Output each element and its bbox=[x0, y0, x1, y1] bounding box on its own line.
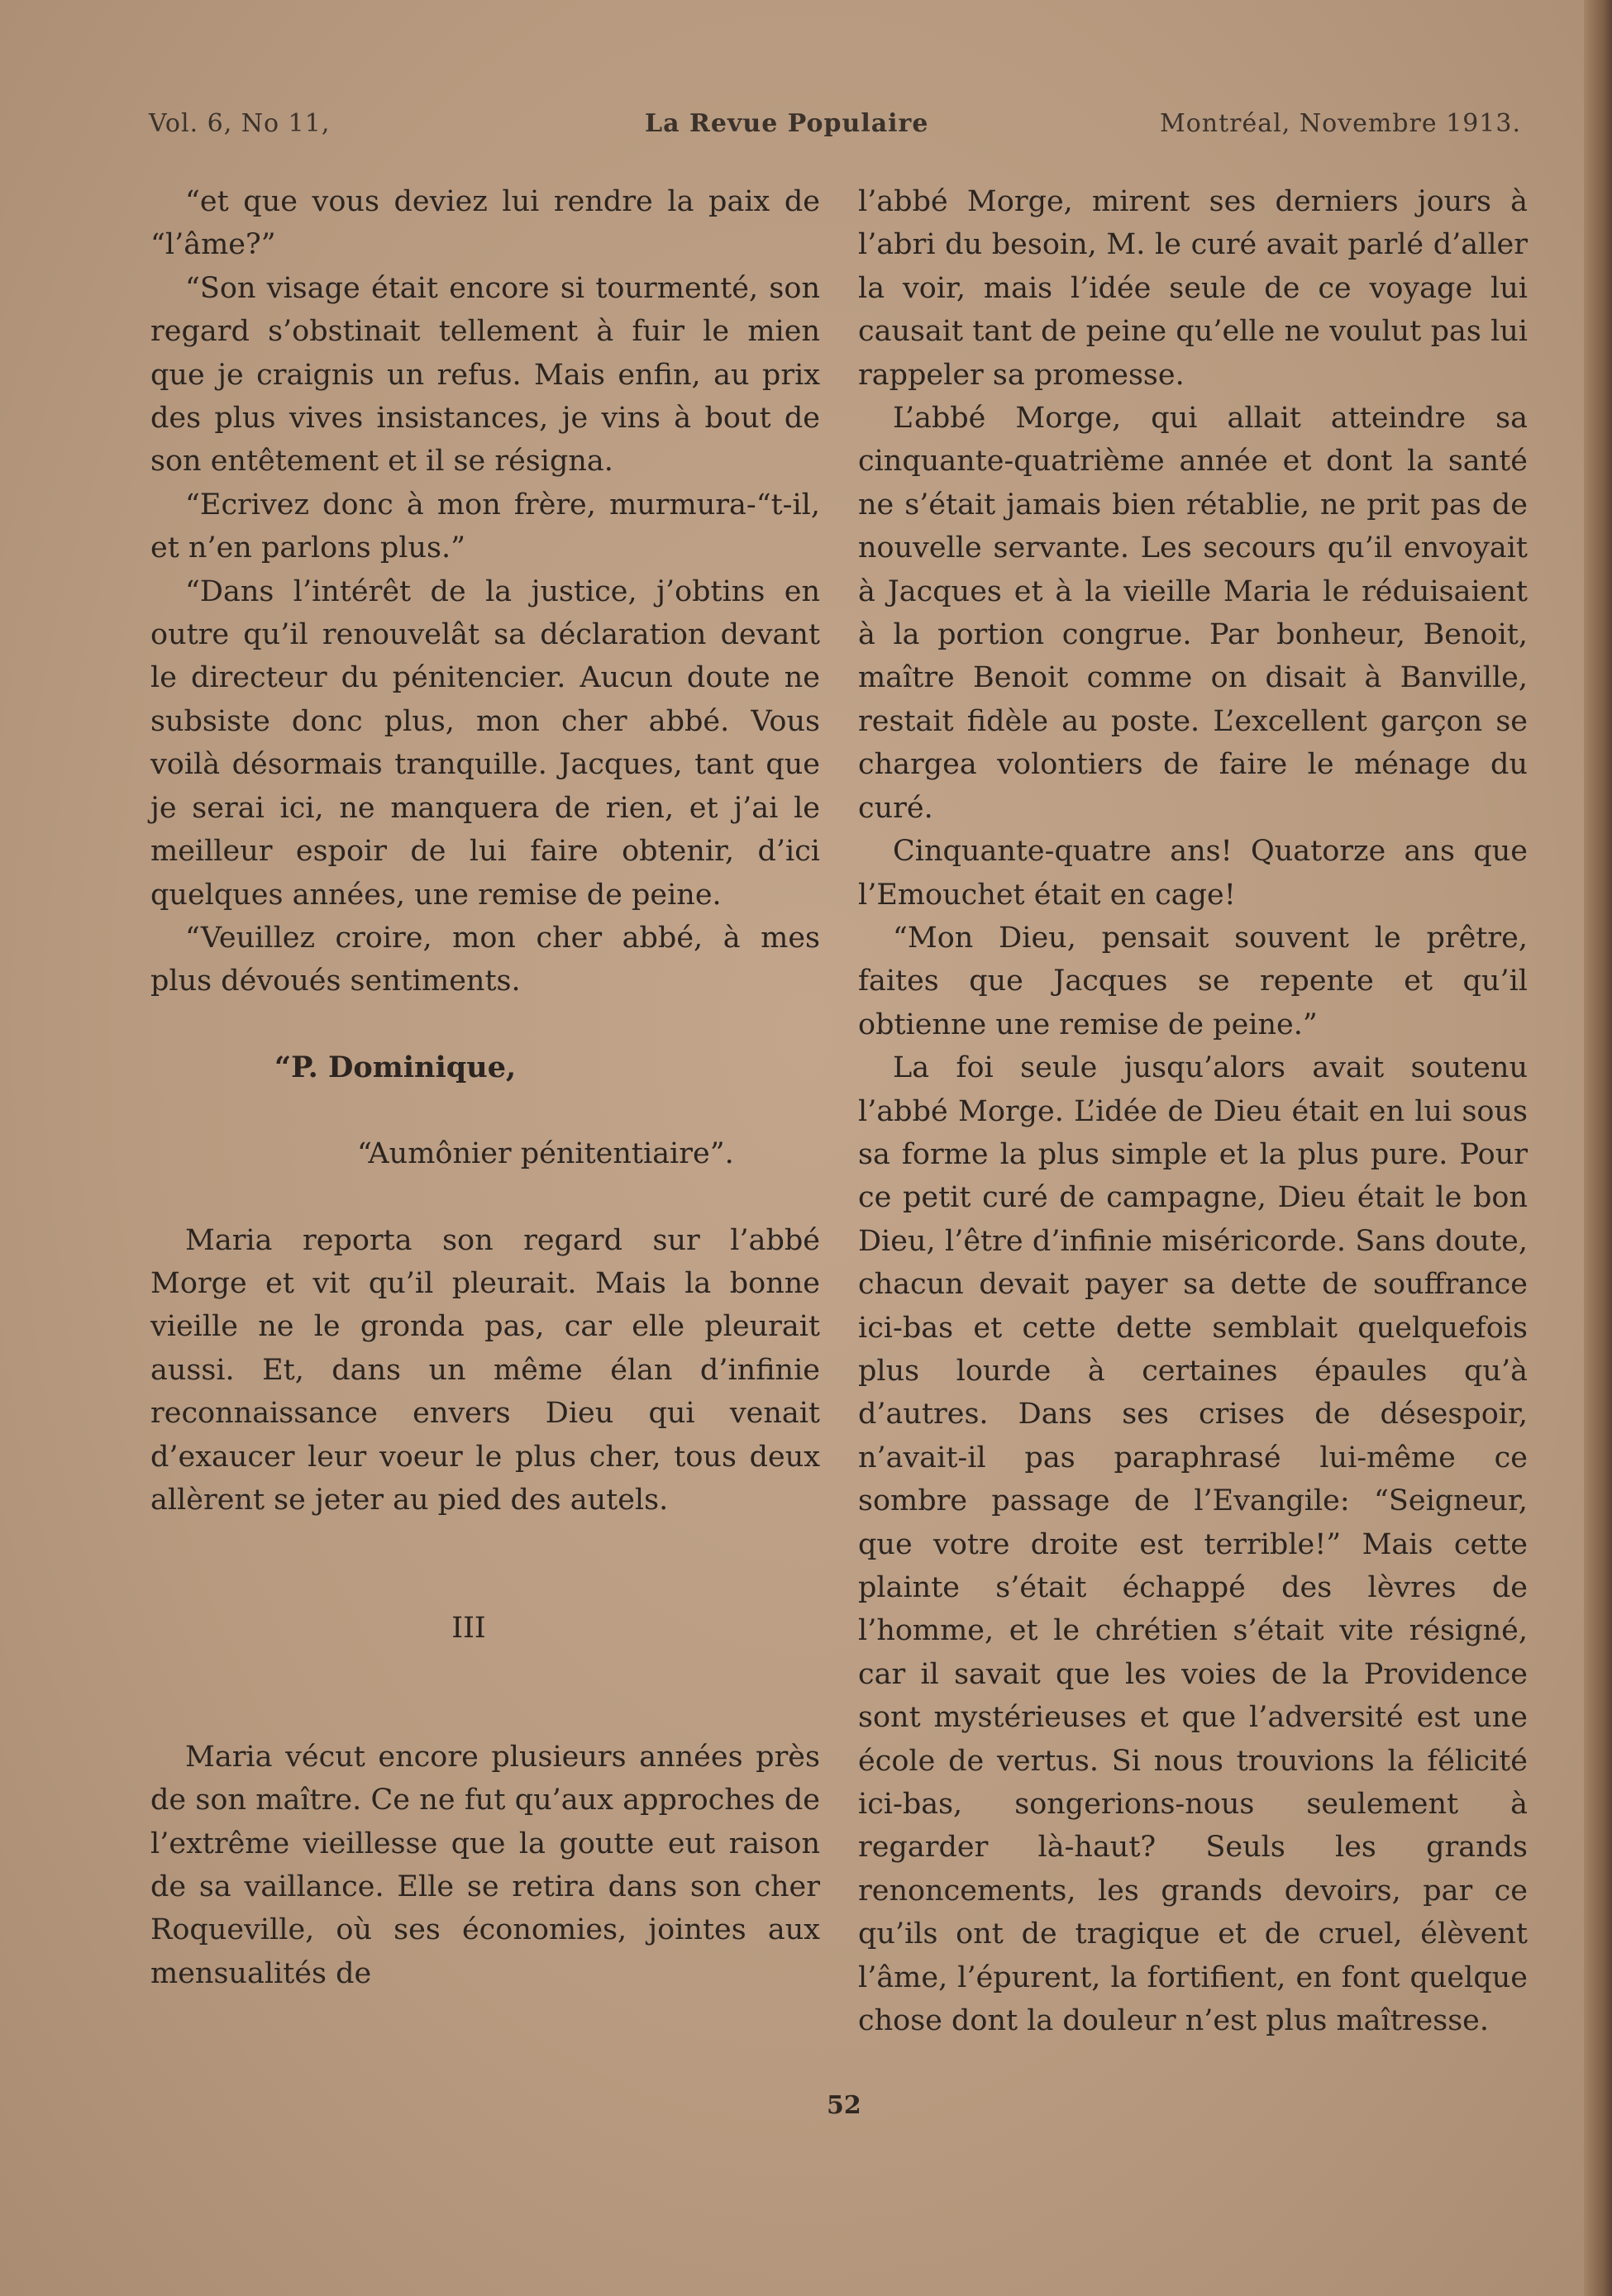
page-number: 52 bbox=[827, 2091, 861, 2120]
paragraph: L’abbé Morge, qui allait atteindre sa cinquante-quatrième année et dont la santé ne s’était jamais bien rétablie, ne prit pas de nouvelle servante. Les secours qu’il envoyait à Jacques et à la vieille Maria le réduisaient à la portion congrue. Par bonheur, Benoit, maître Benoit comme on disait à Banville, restait fidèle au poste. L’excellent garçon se chargea volontiers de faire le ménage du curé. bbox=[858, 402, 1528, 825]
right-column bbox=[858, 180, 1528, 2042]
signature-title: “Aumônier pénitentiaire”. bbox=[357, 1137, 734, 1171]
page-edge-shadow bbox=[1584, 0, 1612, 2296]
paragraph: “et que vous deviez lui rendre la paix de “l’âme?” bbox=[150, 185, 820, 262]
paragraph: Maria reporta son regard sur l’abbé Morge et vit qu’il pleurait. Mais la bonne vieille ne le gronda pas, car elle pleurait aussi. Et, dans un même élan d’infinie reconnaissance envers Dieu qui venait d’exaucer leur voeur le plus cher, tous deux allèrent se jeter au pied des autels. bbox=[150, 1223, 820, 1517]
left-column bbox=[150, 180, 820, 1995]
paragraph: “Ecrivez donc à mon frère, murmura-“t-il, et n’en parlons plus.” bbox=[150, 488, 820, 565]
paragraph: “Mon Dieu, pensait souvent le prêtre, faites que Jacques se repente et qu’il obtienne une remise de peine.” bbox=[858, 921, 1528, 1041]
paragraph: “Dans l’intérêt de la justice, j’obtins en outre qu’il renouvelât sa déclaration devant le directeur du pénitencier. Aucun doute ne subsiste donc plus, mon cher abbé. Vous voilà désormais tranquille. Jacques, tant que je serai ici, ne manquera de rien, et j’ai le meilleur espoir de lui faire obtenir, d’ici quelques années, une remise de peine. bbox=[150, 574, 820, 912]
header-volume: Vol. 6, No 11, bbox=[149, 109, 331, 138]
header-journal-title: La Revue Populaire bbox=[645, 109, 929, 138]
header-place-date: Montréal, Novembre 1913. bbox=[1160, 109, 1521, 138]
section-number: III bbox=[451, 1612, 486, 1646]
paragraph: La foi seule jusqu’alors avait soutenu l’abbé Morge. L’idée de Dieu était en lui sous sa forme la plus simple et la plus pure. Pour ce petit curé de campagne, Dieu était le bon Dieu, l’être d’infinie miséricorde. Sans doute, chacun devait payer sa dette de souffrance ici-bas et cette dette semblait quelquefois plus lourde à certaines épaules qu’à d’autres. Dans ses crises de désespoir, n’avait-il pas paraphrasé lui-même ce sombre passage de l’Evangile: “Seigneur, que votre droite est terrible!” Mais cette plainte s’était échappé des lèvres de l’homme, et le chrétien s’était vite résigné, car il savait que les voies de la Providence sont mystérieuses et que l’adversité est une école de vertus. Si nous trouvions la félicité ici-bas, songerions-nous seulement à regarder là-haut? Seuls les grands renoncements, les grands devoirs, par ce qu’ils ont de tragique et de cruel, élèvent l’âme, l’épurent, la fortifient, en font quelque chose dont la douleur n’est plus maîtresse. bbox=[858, 1051, 1528, 2038]
paragraph: Maria vécut encore plusieurs années près de son maître. Ce ne fut qu’aux approches de l’extrême vieillesse que la goutte eut raison de sa vaillance. Elle se retira dans son cher Roqueville, où ses économies, jointes aux mensualités de bbox=[150, 1740, 820, 1990]
paragraph: “Veuillez croire, mon cher abbé, à mes plus dévoués sentiments. bbox=[150, 921, 820, 998]
running-header bbox=[149, 109, 1521, 150]
paragraph: l’abbé Morge, mirent ses derniers jours à l’abri du besoin, M. le curé avait parlé d’aller la voir, mais l’idée seule de ce voyage lui causait tant de peine qu’elle ne voulut pas lui rappeler sa promesse. bbox=[858, 185, 1528, 392]
signature-name: “P. Dominique, bbox=[274, 1050, 517, 1084]
paragraph: Cinquante-quatre ans! Quatorze ans que l’Emouchet était en cage! bbox=[858, 835, 1528, 912]
paragraph: “Son visage était encore si tourmenté, son regard s’obstinait tellement à fuir le mien que je craignis un refus. Mais enfin, au prix des plus vives insistances, je vins à bout de son entêtement et il se résigna. bbox=[150, 271, 820, 479]
